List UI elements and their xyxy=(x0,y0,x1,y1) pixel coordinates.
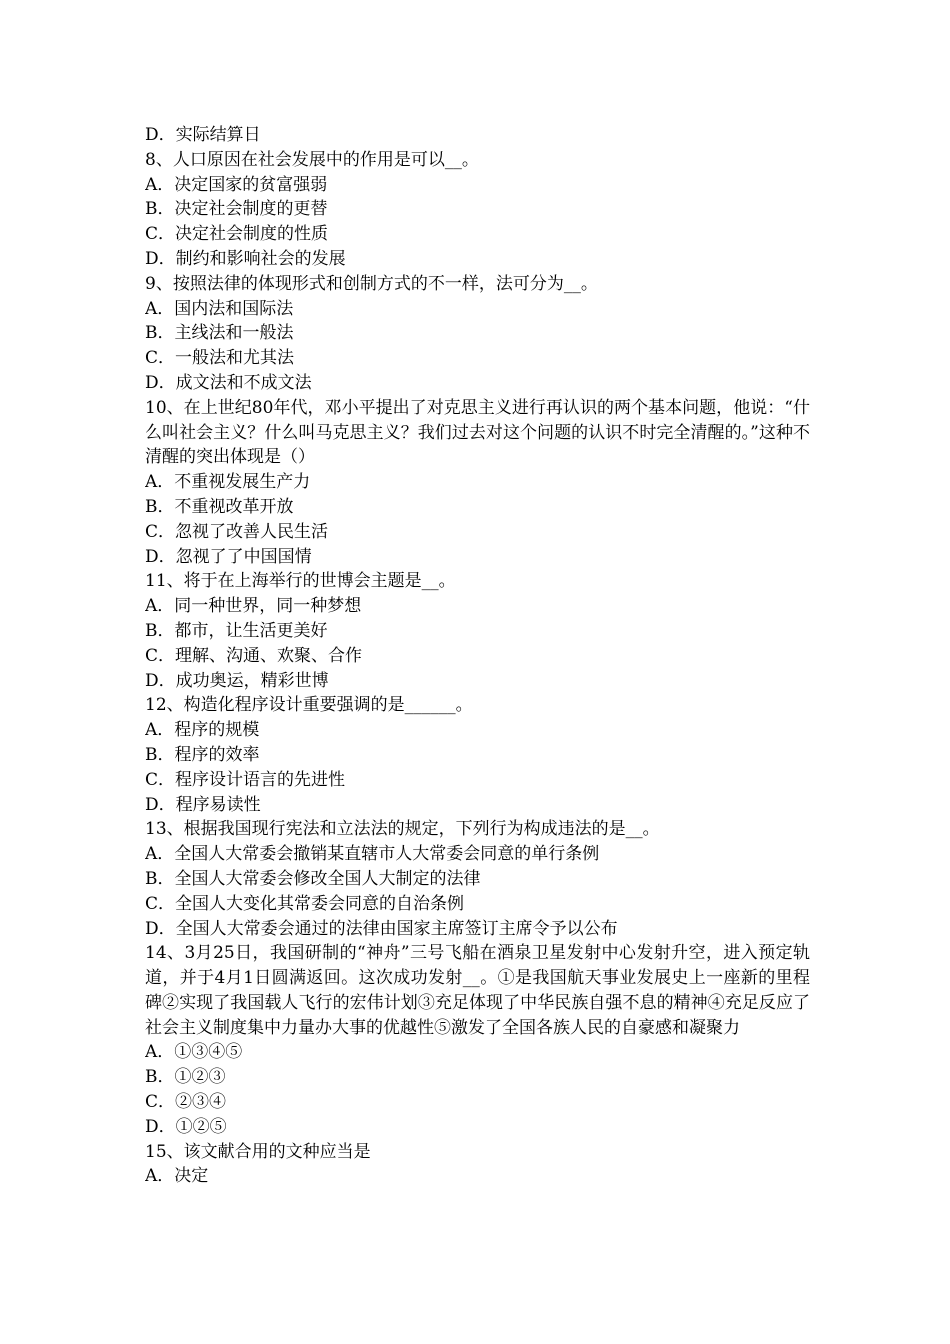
text-line: D．实际结算日 xyxy=(145,125,261,145)
option-line: D．全国人大常委会通过的法律由国家主席签订主席令予以公布 xyxy=(145,918,618,939)
option-line: A．同一种世界，同一种梦想 xyxy=(145,596,362,617)
option-line: B．不重视改革开放 xyxy=(145,496,294,517)
option-line: C．理解、沟通、欢聚、合作 xyxy=(145,645,363,666)
question-15: 15、该文献合用的文种应当是 xyxy=(145,1141,371,1162)
option-line: C．决定社会制度的性质 xyxy=(145,224,329,245)
document-page xyxy=(145,123,810,1189)
option-line: D．成文法和不成文法 xyxy=(145,372,312,393)
option-line: D．①②⑤ xyxy=(145,1116,227,1137)
option-line: B．主线法和一般法 xyxy=(145,323,294,344)
option-line: A．不重视发展生产力 xyxy=(145,472,311,493)
question-12: 12、构造化程序设计重要强调的是______。 xyxy=(145,695,473,716)
option-line: C．忽视了改善人民生活 xyxy=(145,521,329,542)
option-line: C．一般法和尤其法 xyxy=(145,348,295,369)
option-line: D．成功奥运，精彩世博 xyxy=(145,670,329,691)
option-line: B．决定社会制度的更替 xyxy=(145,199,328,220)
question-13: 13、根据我国现行宪法和立法法的规定，下列行为构成违法的是__。 xyxy=(145,819,660,840)
option-line: B．全国人大常委会修改全国人大制定的法律 xyxy=(145,868,481,889)
option-line: D．制约和影响社会的发展 xyxy=(145,248,346,269)
option-line: B．①②③ xyxy=(145,1067,226,1088)
question-9: 9、按照法律的体现形式和创制方式的不一样，法可分为__。 xyxy=(145,273,598,294)
option-line: D．忽视了了中国国情 xyxy=(145,546,312,567)
question-8: 8、人口原因在社会发展中的作用是可以__。 xyxy=(145,149,479,170)
option-line: A．决定国家的贫富强弱 xyxy=(145,174,328,195)
option-line: A．全国人大常委会撤销某直辖市人大常委会同意的单行条例 xyxy=(145,844,600,865)
option-line: D．程序易读性 xyxy=(145,794,261,815)
option-line: A．决定 xyxy=(145,1166,209,1187)
option-line: B．都市，让生活更美好 xyxy=(145,620,328,641)
option-line: A．程序的规模 xyxy=(145,720,260,741)
question-10: 10、在上世纪80年代，邓小平提出了对克思主义进行再认识的两个基本问题，他说：“什么叫社会主义？什么叫马克思主义？我们过去对这个问题的认识不时完全清醒的。”这种不清醒的突出体现是（） xyxy=(145,397,810,468)
question-11: 11、将于在上海举行的世博会主题是__。 xyxy=(145,571,456,592)
option-line: A．国内法和国际法 xyxy=(145,298,294,319)
option-line: C．程序设计语言的先进性 xyxy=(145,769,346,790)
option-line: B．程序的效率 xyxy=(145,744,260,765)
option-line: C．全国人大变化其常委会同意的自治条例 xyxy=(145,893,465,914)
option-line: A．①③④⑤ xyxy=(145,1042,243,1063)
option-line: C．②③④ xyxy=(145,1092,227,1113)
question-14: 14、3月25日，我国研制的“神舟”三号飞船在酒泉卫星发射中心发射升空，进入预定轨道，并于4月1日圆满返回。这次成功发射__。①是我国航天事业发展史上一座新的里程碑②实现了我国载人飞行的宏伟计划③充足体现了中华民族自强不息的精神④充足反应了社会主义制度集中力量办大事的优越性⑤激发了全国各族人民的自豪感和凝聚力 xyxy=(145,943,810,1038)
